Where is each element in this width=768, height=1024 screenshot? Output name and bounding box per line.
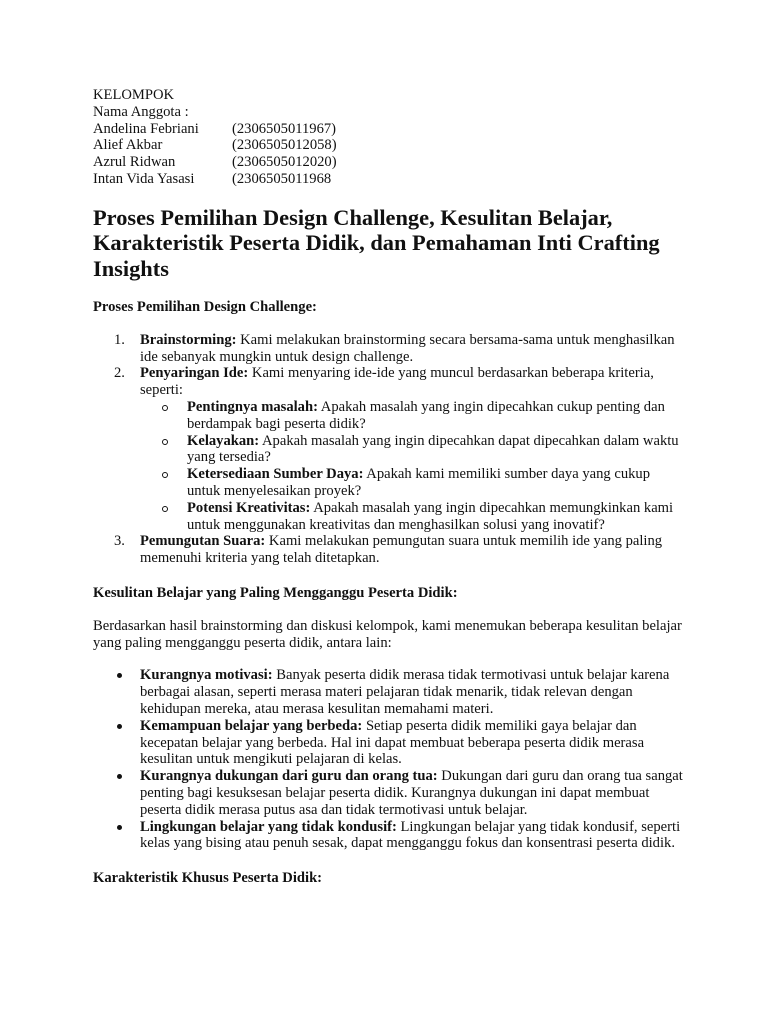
difficulty-label: Kemampuan belajar yang berbeda: (140, 717, 363, 734)
member-id: (2306505012058) (232, 137, 337, 154)
criteria-label: Kelayakan: (187, 432, 260, 449)
bullet-icon (117, 774, 122, 779)
difficulty-text: Setiap peserta didik memiliki gaya belajar dan kecepatan belajar yang berbeda. Hal ini dapat membuat beberapa peserta didik merasa kesulitan untuk mengikuti pelajaran di kelas. (140, 717, 645, 768)
difficulty-label: Lingkungan belajar yang tidak kondusif: (140, 818, 397, 835)
difficulty-label: Kurangnya dukungan dari guru dan orang tua: (140, 768, 438, 785)
criteria-item (140, 433, 683, 467)
member-name: Intan Vida Yasasi (93, 170, 195, 187)
criteria-text: Apakah masalah yang ingin dipecahkan memungkinkan kami untuk menggunakan kreativitas dan menghasilkan solusi yang inovatif? (187, 499, 674, 533)
step-number: 2. (114, 365, 125, 382)
member-row (93, 154, 683, 171)
member-row (93, 121, 683, 138)
step-label: Brainstorming: (140, 331, 237, 348)
step-label: Pemungutan Suara: (140, 533, 266, 550)
step-number: 1. (114, 331, 125, 348)
section-heading-learner-characteristics: Karakteristik Khusus Peserta Didik: (93, 870, 323, 887)
criteria-label: Potensi Kreativitas: (187, 499, 311, 516)
member-name: Azrul Ridwan (93, 154, 176, 171)
section-heading-learning-difficulties: Kesulitan Belajar yang Paling Mengganggu Peserta Didik: (93, 584, 458, 601)
bullet-icon (117, 825, 122, 830)
difficulty-text: Dukungan dari guru dan orang tua sangat penting bagi kesuksesan belajar peserta didik. Kurangnya dukungan ini dapat membuat peserta didik merasa putus asa dan tidak termotivasi untuk belajar. (140, 768, 683, 818)
difficulty-item (93, 718, 683, 768)
step-text: Kami melakukan brainstorming secara bersama-sama untuk menghasilkan ide sebanyak mungkin untuk design challenge. (140, 331, 675, 365)
criteria-label: Ketersediaan Sumber Daya: (187, 466, 364, 483)
member-id: (2306505011967) (232, 120, 337, 137)
group-label: KELOMPOK (93, 87, 175, 103)
difficulty-item (93, 819, 683, 853)
step-number: 3. (114, 533, 125, 550)
bullet-icon (117, 673, 122, 678)
process-step (93, 332, 683, 366)
criteria-list (140, 399, 683, 533)
difficulty-item (93, 768, 683, 818)
circle-bullet-icon (162, 506, 168, 512)
section-heading-design-challenge: Proses Pemilihan Design Challenge: (93, 299, 317, 315)
group-block (93, 87, 683, 188)
difficulty-text: Lingkungan belajar yang tidak kondusif, seperti kelas yang bising atau penuh sesak, dapat mengganggu fokus dan konsentrasi peserta didik. (140, 818, 681, 852)
circle-bullet-icon (162, 439, 168, 445)
member-name: Andelina Febriani (93, 120, 199, 137)
member-name: Alief Akbar (93, 137, 163, 154)
member-row (93, 137, 683, 154)
criteria-text: Apakah kami memiliki sumber daya yang cukup untuk menyelesaikan proyek? (187, 466, 651, 499)
criteria-item (140, 466, 683, 500)
criteria-text: Apakah masalah yang ingin dipecahkan cukup penting dan berdampak bagi peserta didik? (187, 398, 665, 432)
difficulties-list (93, 667, 683, 852)
member-id: (2306505012020) (232, 154, 337, 171)
difficulty-text: Banyak peserta didik merasa tidak termotivasi untuk belajar karena berbagai alasan, seperti merasa materi pelajaran tidak menarik, tidak relevan dengan kehidupan mereka, atau merasa kesulitan memahami materi. (140, 667, 670, 717)
member-row (93, 171, 683, 188)
process-step (93, 365, 683, 533)
criteria-text: Apakah masalah yang ingin dipecahkan dapat dipecahkan dalam waktu yang tersedia? (187, 432, 679, 466)
document-content (93, 87, 683, 887)
process-step (93, 533, 683, 567)
section-intro-paragraph: Berdasarkan hasil brainstorming dan diskusi kelompok, kami menemukan beberapa kesulitan belajar yang paling mengganggu peserta didik, antara lain: (93, 617, 682, 651)
step-text: Kami menyaring ide-ide yang muncul berdasarkan beberapa kriteria, seperti: (140, 365, 654, 399)
document-title: Proses Pemilihan Design Challenge, Kesulitan Belajar, Karakteristik Peserta Didik, dan Pemahaman Inti Crafting Insights (93, 204, 660, 281)
step-text: Kami melakukan pemungutan suara untuk memilih ide yang paling memenuhi kriteria yang telah ditetapkan. (140, 533, 663, 567)
criteria-item (140, 399, 683, 433)
difficulty-label: Kurangnya motivasi: (140, 667, 273, 684)
step-label: Penyaringan Ide: (140, 365, 249, 382)
circle-bullet-icon (162, 472, 168, 478)
criteria-label: Pentingnya masalah: (187, 398, 318, 415)
difficulty-item (93, 667, 683, 717)
circle-bullet-icon (162, 405, 168, 411)
members-label: Nama Anggota : (93, 103, 189, 120)
bullet-icon (117, 724, 122, 729)
process-steps-list (93, 332, 683, 567)
criteria-item (140, 500, 683, 534)
member-id: (2306505011968 (232, 170, 332, 187)
